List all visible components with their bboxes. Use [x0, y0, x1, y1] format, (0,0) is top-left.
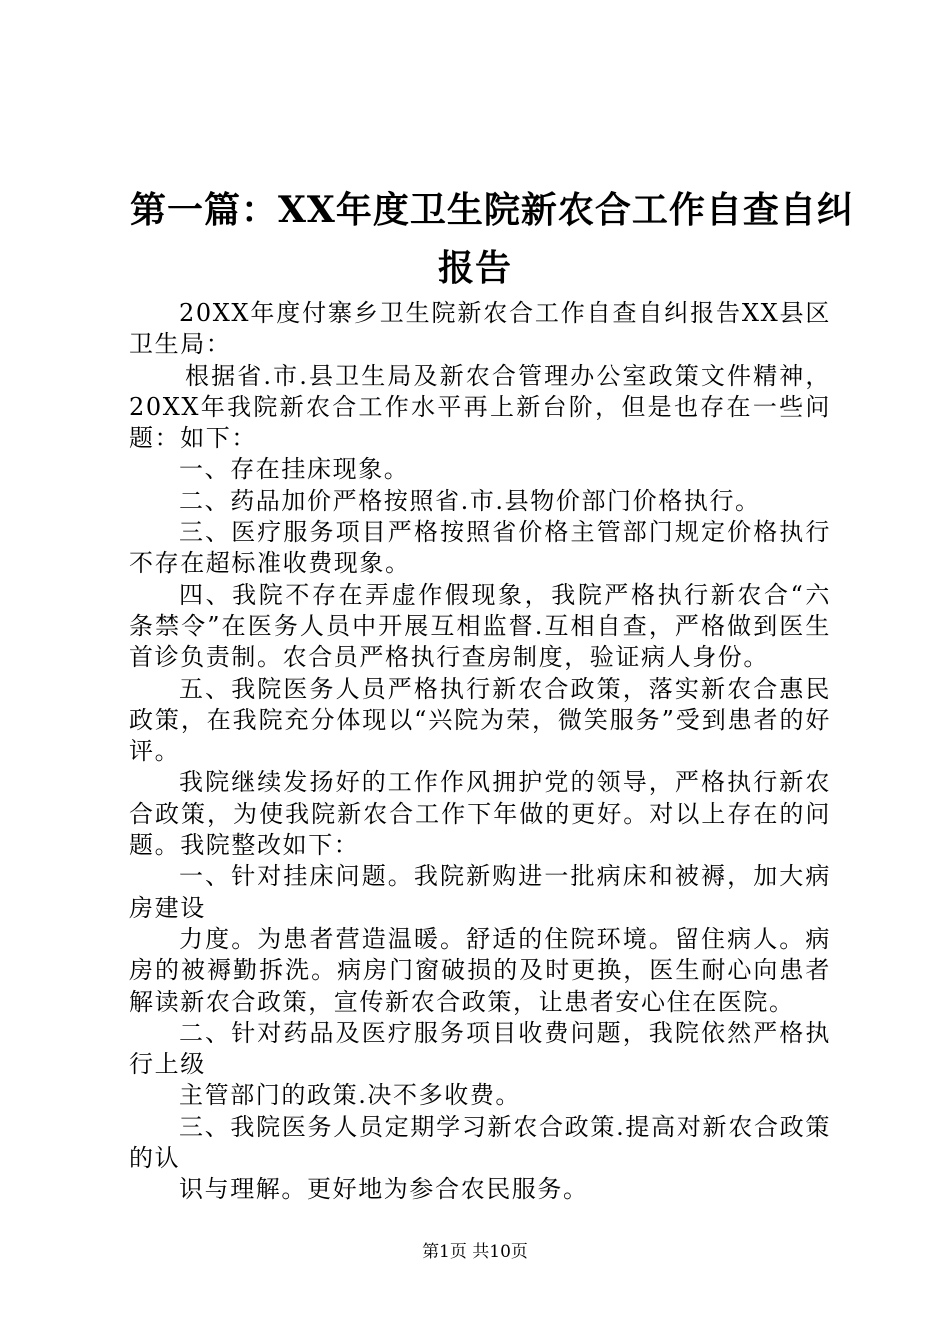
body-paragraph: 识与理解。更好地为参合农民服务。	[179, 1175, 589, 1204]
document-title-line1: 第一篇：XX年度卫生院新农合工作自查自纠	[130, 189, 854, 231]
document-body	[129, 298, 831, 1206]
body-paragraph: 三、医疗服务项目严格按照省价格主管部门规定价格执行不存在超标准收费现象。	[129, 518, 831, 578]
body-paragraph: 二、针对药品及医疗服务项目收费问题，我院依然严格执行上级	[129, 1018, 831, 1079]
body-paragraph: 根据省.市.县卫生局及新农合管理办公室政策文件精神，20XX年我院新农合工作水平再上新台阶，但是也存在一些问题：如下：	[129, 361, 831, 453]
body-paragraph: 力度。为患者营造温暖。舒适的住院环境。留住病人。病房的被褥勤拆洗。病房门窗破损的及时更换，医生耐心向患者解读新农合政策，宣传新农合政策，让患者安心住在医院。	[129, 924, 831, 1016]
body-paragraph: 20XX年度付寨乡卫生院新农合工作自查自纠报告XX县区卫生局：	[129, 299, 831, 359]
body-paragraph: 我院继续发扬好的工作作风拥护党的领导，严格执行新农合政策，为使我院新农合工作下年做的更好。对以上存在的问题。我院整改如下：	[129, 768, 831, 860]
body-paragraph: 主管部门的政策.决不多收费。	[179, 1081, 522, 1110]
body-paragraph: 一、存在挂床现象。	[179, 455, 410, 484]
body-paragraph: 五、我院医务人员严格执行新农合政策，落实新农合惠民政策，在我院充分体现以“兴院为荣，微笑服务”受到患者的好评。	[129, 674, 831, 766]
body-paragraph: 一、针对挂床问题。我院新购进一批病床和被褥，加大病房建设	[129, 862, 831, 922]
document-title-line2: 报告	[437, 247, 512, 289]
body-paragraph: 三、我院医务人员定期学习新农合政策.提高对新农合政策的认	[129, 1112, 831, 1173]
page-footer: 第1页 共10页	[422, 1242, 528, 1262]
body-paragraph: 四、我院不存在弄虚作假现象，我院严格执行新农合“六条禁令”在医务人员中开展互相监督.互相自查，严格做到医生首诊负责制。农合员严格执行查房制度，验证病人身份。	[129, 580, 831, 672]
body-paragraph: 二、药品加价严格按照省.市.县物价部门价格执行。	[179, 486, 761, 515]
